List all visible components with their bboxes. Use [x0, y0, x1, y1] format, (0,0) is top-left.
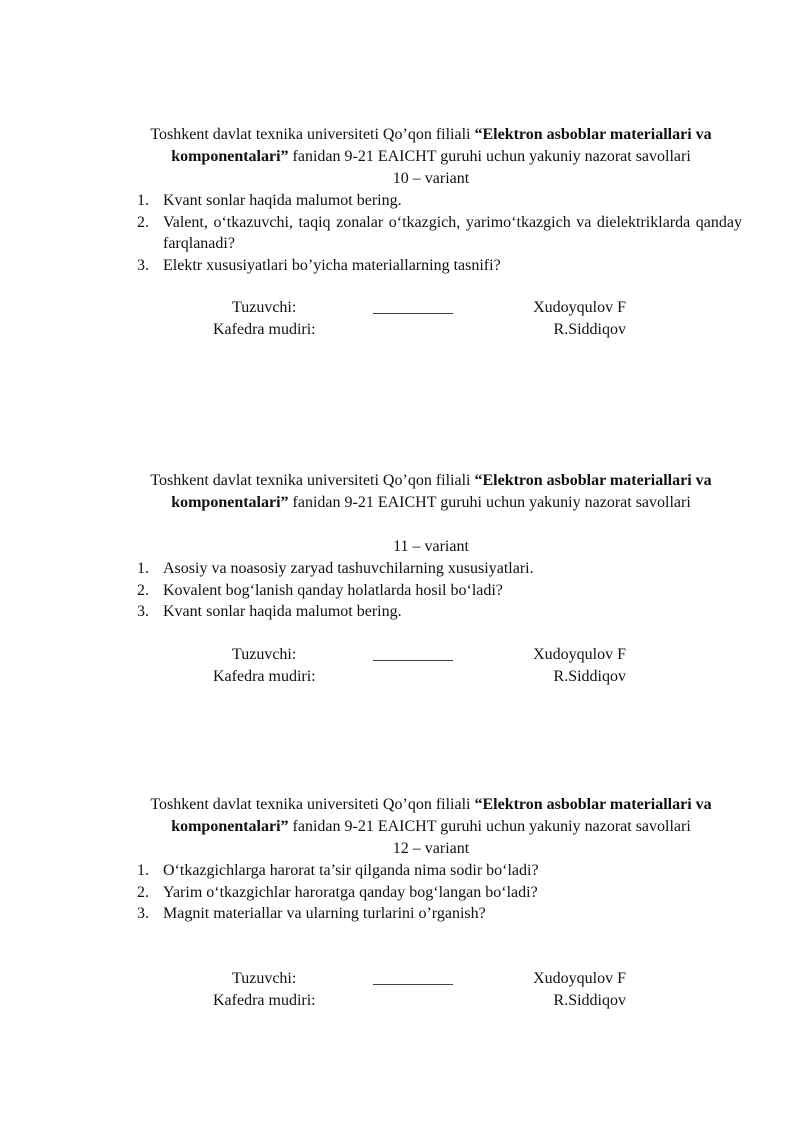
question-list	[120, 860, 742, 925]
head-name: R.Siddiqov	[553, 321, 626, 338]
variant-title: 12 – variant	[392, 840, 470, 857]
signature-block	[120, 968, 742, 1012]
compiler-label: Tuzuvchi:	[232, 645, 297, 663]
question-item: 3. Kvant sonlar haqida malumot bering.	[137, 603, 402, 620]
compiler-name: Xudoyqulov F	[533, 299, 626, 316]
compiler-name: Xudoyqulov F	[533, 645, 626, 663]
exam-card-variant-11	[120, 470, 742, 688]
question-item: 1. O‘tkazgichlarga harorat ta’sir qilganda nima sodir bo‘ladi?	[137, 862, 539, 879]
question-item: 2. Kovalent bog‘lanish qanday holatlarda hosil bo‘ladi?	[137, 581, 503, 599]
subject-title: “Elektron asboblar materiallari va komponentalari”	[171, 126, 712, 165]
question-list	[120, 558, 742, 623]
head-name: R.Siddiqov	[553, 991, 626, 1009]
head-label: Kafedra mudiri:	[213, 321, 316, 338]
subject-title: “Elektron asboblar materiallari va komponentalari”	[171, 472, 712, 511]
question-item: 2. Valent, o‘tkazuvchi, taqiq zonalar o‘tkazgich, yarimo‘tkazgich va dielektriklarda qanday farqlanadi?	[137, 213, 742, 252]
question-item: 1. Asosiy va noasosiy zaryad tashuvchilarning xususiyatlari.	[137, 560, 534, 577]
question-item: 3. Magnit materiallar va ularning turlarini o’rganish?	[137, 905, 486, 922]
signature-block	[120, 297, 742, 341]
exam-card-variant-12	[120, 794, 742, 1012]
question-list	[120, 190, 742, 276]
signature-line: __________	[373, 645, 453, 663]
subject-title: “Elektron asboblar materiallari va komponentalari”	[171, 796, 712, 835]
variant-title: 11 – variant	[393, 538, 469, 555]
variant-title: 10 – variant	[392, 170, 470, 187]
compiler-label: Tuzuvchi:	[232, 299, 297, 316]
card-header: Toshkent davlat texnika universiteti Qo’qon filiali “Elektron asboblar materiallari va komponentalari” fanidan 9-21 EAICHT guruhi uchun yakuniy nazorat savollari	[150, 472, 712, 511]
question-item: 3. Elektr xususiyatlari bo’yicha materiallarning tasnifi?	[137, 256, 501, 274]
exam-card-variant-10	[120, 124, 742, 341]
compiler-name: Xudoyqulov F	[533, 969, 626, 987]
card-header: Toshkent davlat texnika universiteti Qo’qon filiali “Elektron asboblar materiallari va komponentalari” fanidan 9-21 EAICHT guruhi uchun yakuniy nazorat savollari	[150, 126, 712, 165]
compiler-label: Tuzuvchi:	[232, 969, 297, 987]
question-item: 2. Yarim o‘tkazgichlar haroratga qanday bog‘langan bo‘ladi?	[137, 883, 538, 901]
head-label: Kafedra mudiri:	[213, 667, 316, 685]
question-item: 1. Kvant sonlar haqida malumot bering.	[137, 192, 402, 209]
head-name: R.Siddiqov	[553, 667, 626, 685]
head-label: Kafedra mudiri:	[213, 991, 316, 1009]
signature-line: __________	[373, 299, 453, 316]
signature-block	[120, 644, 742, 688]
card-header: Toshkent davlat texnika universiteti Qo’qon filiali “Elektron asboblar materiallari va komponentalari” fanidan 9-21 EAICHT guruhi uchun yakuniy nazorat savollari	[150, 796, 712, 835]
signature-line: __________	[373, 969, 453, 987]
